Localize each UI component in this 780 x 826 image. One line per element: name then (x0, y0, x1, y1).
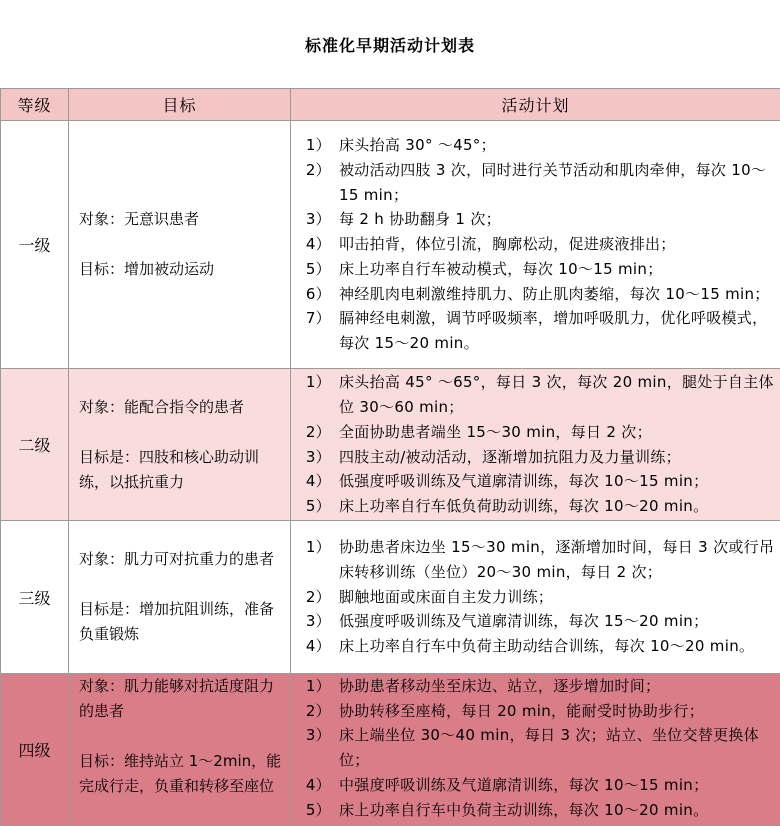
target-line (79, 572, 286, 597)
plan-item (291, 773, 776, 798)
plan-item-text: 床头抬高 45° ～65°，每日 3 次，每次 20 min，腿处于自主体位 30～60 min； (331, 370, 776, 419)
plan-item (291, 370, 776, 419)
level-cell: 三级 (1, 521, 69, 674)
plan-item (291, 469, 776, 494)
plan-item-number: 5） (291, 494, 331, 519)
target-line: 对象：能配合指令的患者 (79, 395, 286, 420)
target-line (79, 420, 286, 445)
plan-item-number: 2） (291, 699, 331, 724)
plan-item-number: 4） (291, 773, 331, 798)
plan-item-text: 协助转移至座椅，每日 20 min，能耐受时协助步行； (331, 699, 776, 724)
plan-item-number: 3） (291, 445, 331, 470)
plan-item-text: 被动活动四肢 3 次，同时进行关节活动和肌肉牵伸，每次 10～15 min； (331, 158, 776, 207)
level-cell: 四级 (1, 674, 69, 826)
plan-item-text: 协助患者床边坐 15～30 min，逐渐增加时间，每日 3 次或行吊床转移训练（坐位）20～30 min，每日 2 次； (331, 535, 776, 584)
plan-cell (291, 121, 780, 369)
plan-item (291, 158, 776, 207)
table-row (1, 369, 780, 521)
plan-item-text: 叩击拍背，体位引流，胸廓松动，促进痰液排出； (331, 232, 776, 257)
title-row (0, 0, 780, 89)
table-row (1, 121, 780, 369)
plan-item (291, 674, 776, 699)
target-line: 目标是：增加抗阻训练，准备负重锻炼 (79, 597, 286, 647)
plan-item-text: 低强度呼吸训练及气道廓清训练，每次 15～20 min； (331, 609, 776, 634)
plan-item-text: 脚触地面或床面自主发力训练； (331, 585, 776, 610)
plan-item-number: 6） (291, 282, 331, 307)
plan-item-number: 1） (291, 133, 331, 158)
target-line: 对象：肌力可对抗重力的患者 (79, 547, 286, 572)
plan-list (291, 370, 776, 518)
plan-item (291, 420, 776, 445)
target-line: 对象：肌力能够对抗适度阻力的患者 (79, 674, 286, 724)
plan-item (291, 207, 776, 232)
plan-item-text: 床上端坐位 30～40 min，每日 3 次；站立、坐位交替更换体位； (331, 723, 776, 772)
plan-item-text: 床上功率自行车中负荷主动训练，每次 10～20 min。 (331, 798, 776, 823)
plan-item-number: 2） (291, 158, 331, 207)
target-cell (69, 369, 291, 521)
plan-item-text: 协助患者移动坐至床边、站立，逐步增加时间； (331, 674, 776, 699)
plan-item-number: 5） (291, 257, 331, 282)
plan-item-number: 1） (291, 535, 331, 584)
plan-item-text: 低强度呼吸训练及气道廓清训练，每次 10～15 min； (331, 469, 776, 494)
plan-item-number: 7） (291, 306, 331, 355)
plan-item (291, 634, 776, 659)
plan-item-number: 3） (291, 723, 331, 772)
plan-item-text: 床上功率自行车低负荷助动训练，每次 10～20 min。 (331, 494, 776, 519)
plan-item-text: 床上功率自行车中负荷主助动结合训练，每次 10～20 min。 (331, 634, 776, 659)
plan-item-number: 2） (291, 420, 331, 445)
table-row (1, 521, 780, 674)
plan-item (291, 535, 776, 584)
header-target: 目标 (69, 89, 291, 121)
target-cell (69, 521, 291, 674)
plan-item-text: 神经肌肉电刺激维持肌力、防止肌肉萎缩，每次 10～15 min； (331, 282, 776, 307)
activity-plan-table (0, 88, 780, 826)
level-cell: 二级 (1, 369, 69, 521)
plan-item-number: 1） (291, 370, 331, 419)
plan-item (291, 585, 776, 610)
plan-item (291, 699, 776, 724)
plan-item-number: 4） (291, 469, 331, 494)
plan-item-text: 每 2 h 协助翻身 1 次； (331, 207, 776, 232)
target-line (79, 724, 286, 749)
target-cell (69, 121, 291, 369)
target-line: 目标：增加被动运动 (79, 257, 286, 282)
plan-cell (291, 369, 780, 521)
plan-cell (291, 674, 780, 826)
table-row (1, 674, 780, 826)
plan-item-text: 膈神经电刺激，调节呼吸频率，增加呼吸肌力，优化呼吸模式，每次 15～20 min。 (331, 306, 776, 355)
plan-list (291, 674, 776, 822)
plan-item (291, 494, 776, 519)
plan-cell (291, 521, 780, 674)
plan-item-number: 2） (291, 585, 331, 610)
plan-item-text: 床上功率自行车被动模式，每次 10～15 min； (331, 257, 776, 282)
plan-item (291, 133, 776, 158)
plan-item-number: 4） (291, 634, 331, 659)
plan-item (291, 445, 776, 470)
plan-list (291, 133, 776, 355)
level-cell: 一级 (1, 121, 69, 369)
plan-item-number: 4） (291, 232, 331, 257)
plan-item-text: 四肢主动/被动活动，逐渐增加抗阻力及力量训练； (331, 445, 776, 470)
target-line (79, 232, 286, 257)
target-line: 目标是：四肢和核心助动训练，以抵抗重力 (79, 445, 286, 495)
plan-item-number: 3） (291, 207, 331, 232)
plan-item (291, 609, 776, 634)
page-title: 标准化早期活动计划表 (305, 33, 475, 56)
plan-list (291, 535, 776, 659)
plan-item (291, 723, 776, 772)
target-cell (69, 674, 291, 826)
plan-item (291, 798, 776, 823)
target-line: 对象：无意识患者 (79, 207, 286, 232)
header-row (1, 89, 780, 121)
plan-item (291, 282, 776, 307)
plan-item-number: 1） (291, 674, 331, 699)
plan-item (291, 306, 776, 355)
plan-item-number: 3） (291, 609, 331, 634)
target-line: 目标：维持站立 1～2min，能完成行走，负重和转移至座位 (79, 749, 286, 799)
header-plan: 活动计划 (291, 89, 780, 121)
header-level: 等级 (1, 89, 69, 121)
plan-item (291, 257, 776, 282)
plan-item (291, 232, 776, 257)
plan-item-text: 床头抬高 30° ～45°； (331, 133, 776, 158)
table-body (1, 121, 780, 826)
plan-item-number: 5） (291, 798, 331, 823)
plan-item-text: 全面协助患者端坐 15～30 min，每日 2 次； (331, 420, 776, 445)
plan-item-text: 中强度呼吸训练及气道廓清训练，每次 10～15 min； (331, 773, 776, 798)
